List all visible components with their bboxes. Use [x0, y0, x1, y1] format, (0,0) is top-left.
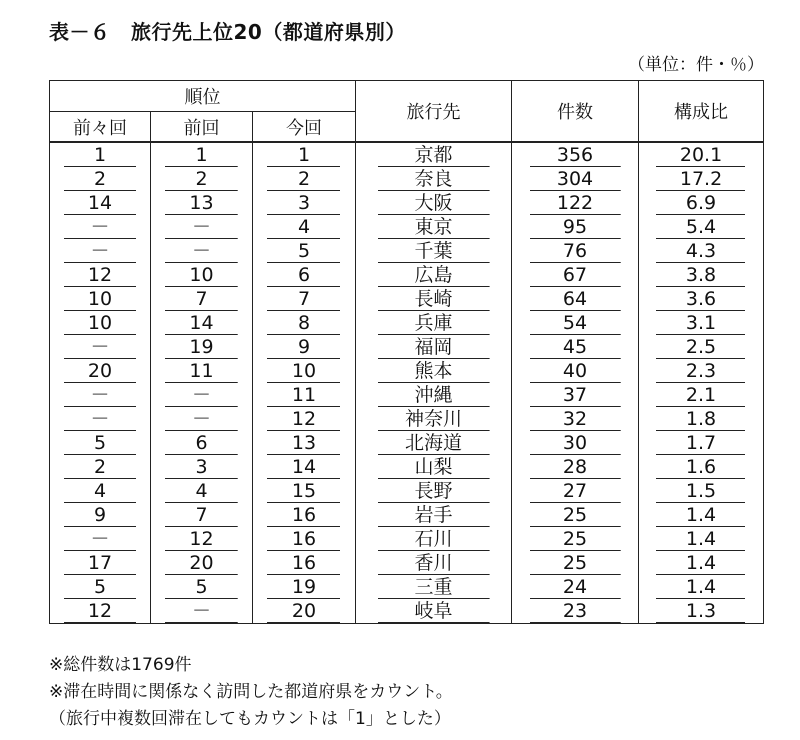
rank-prev-cell: 20	[151, 551, 253, 575]
count-cell: 64	[512, 287, 639, 311]
rank-prev-cell: 4	[151, 479, 253, 503]
rank-prev-prev-cell: 9	[50, 503, 151, 527]
rank-prev-prev-cell: 5	[50, 431, 151, 455]
table-row	[50, 599, 764, 624]
count-cell: 304	[512, 167, 639, 191]
ratio-cell: 1.3	[639, 599, 764, 624]
rank-prev-prev-cell: －	[50, 335, 151, 359]
rank-prev-prev-cell: 10	[50, 311, 151, 335]
destination-cell: 北海道	[356, 431, 512, 455]
rank-current-cell: 19	[253, 575, 356, 599]
rank-current-cell: 5	[253, 239, 356, 263]
rank-prev-prev-cell: －	[50, 383, 151, 407]
destination-header: 旅行先	[356, 81, 512, 143]
count-cell: 95	[512, 215, 639, 239]
ratio-cell: 1.6	[639, 455, 764, 479]
ratio-cell: 1.4	[639, 503, 764, 527]
rank-prev-prev-cell: 4	[50, 479, 151, 503]
rank-prev-cell: 6	[151, 431, 253, 455]
note-counting: ※滞在時間に関係なく訪問した都道府県をカウント。	[49, 682, 453, 702]
rank-prev-cell: －	[151, 215, 253, 239]
count-cell: 25	[512, 503, 639, 527]
ratio-cell: 2.1	[639, 383, 764, 407]
table-row	[50, 527, 764, 551]
rank-current-cell: 11	[253, 383, 356, 407]
count-cell: 32	[512, 407, 639, 431]
count-cell: 23	[512, 599, 639, 624]
rank-current-cell: 3	[253, 191, 356, 215]
table-row	[50, 359, 764, 383]
table-row	[50, 383, 764, 407]
rank-prev-cell: 12	[151, 527, 253, 551]
table-row	[50, 479, 764, 503]
rank-current-cell: 12	[253, 407, 356, 431]
rank-prev-prev-cell: －	[50, 239, 151, 263]
destination-cell: 山梨	[356, 455, 512, 479]
rank-current-cell: 2	[253, 167, 356, 191]
table-body	[50, 142, 764, 624]
count-cell: 37	[512, 383, 639, 407]
prev-prev-header: 前々回	[50, 112, 151, 143]
count-cell: 25	[512, 527, 639, 551]
ratio-cell: 20.1	[639, 142, 764, 167]
count-cell: 54	[512, 311, 639, 335]
rank-prev-prev-cell: 5	[50, 575, 151, 599]
rank-prev-cell: 10	[151, 263, 253, 287]
footnotes	[49, 652, 453, 733]
rank-prev-cell: 7	[151, 503, 253, 527]
count-cell: 28	[512, 455, 639, 479]
table-row	[50, 431, 764, 455]
table-row	[50, 311, 764, 335]
count-header: 件数	[512, 81, 639, 143]
ratio-cell: 3.6	[639, 287, 764, 311]
count-cell: 356	[512, 142, 639, 167]
rank-prev-prev-cell: 20	[50, 359, 151, 383]
rank-prev-cell: －	[151, 383, 253, 407]
rank-current-cell: 14	[253, 455, 356, 479]
rank-prev-cell: －	[151, 239, 253, 263]
ratio-header: 構成比	[639, 81, 764, 143]
rank-prev-cell: －	[151, 407, 253, 431]
destination-cell: 千葉	[356, 239, 512, 263]
ratio-cell: 5.4	[639, 215, 764, 239]
count-cell: 40	[512, 359, 639, 383]
ratio-cell: 3.1	[639, 311, 764, 335]
destination-cell: 沖縄	[356, 383, 512, 407]
rank-prev-prev-cell: 12	[50, 263, 151, 287]
ranking-table	[49, 80, 764, 624]
rank-prev-cell: 11	[151, 359, 253, 383]
destination-cell: 三重	[356, 575, 512, 599]
rank-current-cell: 20	[253, 599, 356, 624]
destination-cell: 熊本	[356, 359, 512, 383]
rank-prev-cell: 3	[151, 455, 253, 479]
table-row	[50, 407, 764, 431]
rank-prev-prev-cell: 2	[50, 455, 151, 479]
table-row	[50, 167, 764, 191]
rank-prev-prev-cell: 12	[50, 599, 151, 624]
rank-prev-cell: 14	[151, 311, 253, 335]
table-row	[50, 575, 764, 599]
rank-prev-cell: 5	[151, 575, 253, 599]
rank-prev-cell: 2	[151, 167, 253, 191]
table-row	[50, 263, 764, 287]
rank-current-cell: 16	[253, 527, 356, 551]
destination-cell: 長野	[356, 479, 512, 503]
rank-prev-prev-cell: 17	[50, 551, 151, 575]
count-cell: 76	[512, 239, 639, 263]
count-cell: 27	[512, 479, 639, 503]
ratio-cell: 1.4	[639, 527, 764, 551]
rank-prev-prev-cell: －	[50, 215, 151, 239]
unit-note: （単位：件・％）	[628, 55, 764, 75]
destination-cell: 広島	[356, 263, 512, 287]
rank-current-cell: 13	[253, 431, 356, 455]
count-cell: 67	[512, 263, 639, 287]
ratio-cell: 1.8	[639, 407, 764, 431]
count-cell: 45	[512, 335, 639, 359]
destination-cell: 大阪	[356, 191, 512, 215]
rank-current-cell: 16	[253, 503, 356, 527]
ratio-cell: 2.5	[639, 335, 764, 359]
rank-prev-prev-cell: 14	[50, 191, 151, 215]
rank-prev-cell: 7	[151, 287, 253, 311]
rank-prev-prev-cell: 2	[50, 167, 151, 191]
table-row	[50, 191, 764, 215]
table-row	[50, 455, 764, 479]
table-row	[50, 287, 764, 311]
ratio-cell: 3.8	[639, 263, 764, 287]
destination-cell: 神奈川	[356, 407, 512, 431]
rank-current-cell: 9	[253, 335, 356, 359]
rank-prev-cell: 1	[151, 142, 253, 167]
rank-current-cell: 1	[253, 142, 356, 167]
destination-cell: 石川	[356, 527, 512, 551]
destination-cell: 長崎	[356, 287, 512, 311]
rank-current-cell: 4	[253, 215, 356, 239]
rank-current-cell: 16	[253, 551, 356, 575]
ratio-cell: 17.2	[639, 167, 764, 191]
ratio-cell: 1.5	[639, 479, 764, 503]
rank-prev-cell: －	[151, 599, 253, 624]
destination-cell: 岩手	[356, 503, 512, 527]
table-title: 表－６ 旅行先上位20（都道府県別）	[49, 20, 406, 44]
ratio-cell: 2.3	[639, 359, 764, 383]
rank-current-cell: 10	[253, 359, 356, 383]
table-row	[50, 335, 764, 359]
destination-cell: 奈良	[356, 167, 512, 191]
rank-prev-prev-cell: 1	[50, 142, 151, 167]
current-header: 今回	[253, 112, 356, 143]
prev-header: 前回	[151, 112, 253, 143]
ratio-cell: 1.4	[639, 551, 764, 575]
rank-current-cell: 6	[253, 263, 356, 287]
destination-cell: 岐阜	[356, 599, 512, 624]
destination-cell: 福岡	[356, 335, 512, 359]
rank-prev-cell: 19	[151, 335, 253, 359]
table-row	[50, 215, 764, 239]
table-row	[50, 239, 764, 263]
count-cell: 122	[512, 191, 639, 215]
rank-prev-prev-cell: －	[50, 407, 151, 431]
rank-prev-prev-cell: －	[50, 527, 151, 551]
ratio-cell: 1.4	[639, 575, 764, 599]
rank-prev-prev-cell: 10	[50, 287, 151, 311]
table-row	[50, 551, 764, 575]
table-row	[50, 142, 764, 167]
rank-prev-cell: 13	[151, 191, 253, 215]
count-cell: 30	[512, 431, 639, 455]
rank-current-cell: 7	[253, 287, 356, 311]
destination-cell: 京都	[356, 142, 512, 167]
destination-cell: 東京	[356, 215, 512, 239]
rank-group-header: 順位	[50, 81, 356, 112]
count-cell: 25	[512, 551, 639, 575]
ratio-cell: 6.9	[639, 191, 764, 215]
ratio-cell: 4.3	[639, 239, 764, 263]
note-total: ※総件数は1769件	[49, 655, 192, 675]
count-cell: 24	[512, 575, 639, 599]
note-counting-detail: （旅行中複数回滞在してもカウントは「1」とした）	[49, 709, 451, 729]
rank-current-cell: 15	[253, 479, 356, 503]
ratio-cell: 1.7	[639, 431, 764, 455]
table-row	[50, 503, 764, 527]
rank-current-cell: 8	[253, 311, 356, 335]
destination-cell: 兵庫	[356, 311, 512, 335]
destination-cell: 香川	[356, 551, 512, 575]
